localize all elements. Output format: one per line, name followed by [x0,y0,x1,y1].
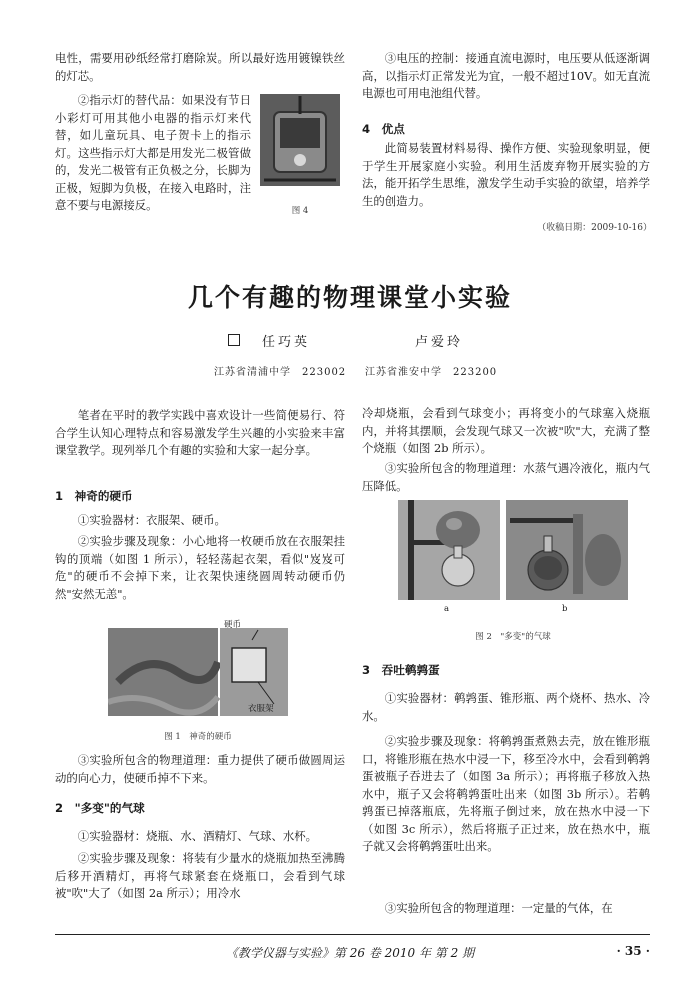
figure-1-caption: 图 1 神奇的硬币 [164,732,232,742]
top-left-paragraph-1: 电性，需要用砂纸经常打磨除炭。所以最好选用镀镍铁丝的灯芯。 [55,51,345,83]
author-1: 任巧英 [262,335,311,350]
section-3-steps: ②实验步骤及现象：将鹌鹑蛋煮熟去壳，放在锥形瓶口，将锥形瓶在热水中浸一下，移至冷水中，会看到鹌鹑蛋被瓶子吞进去了（如图 3a 所示）；再将瓶子移放入热水中，瓶子又会将鹌鹑蛋吐出来（如图 3b 所示）。若鹌鹑蛋已掉落瓶底，先将瓶子倒过来，放在热水中浸一下（如图 3c 所示），然后将瓶子正过来，放在热水中，瓶子就又会将鹌鹑蛋吐出来。 [362,734,650,853]
author-2: 卢爱玲 [415,335,464,350]
figure-4-photo [260,94,340,186]
journal-footer: 《教学仪器与实验》第 26 卷 2010 年 第 2 期 [225,946,475,960]
figure-4-image [260,94,340,186]
section-2-principle: ③实验所包含的物理道理：水蒸气遇冷液化，瓶内气压降低。 [362,461,650,493]
affiliation-2: 江苏省淮安中学 223200 [365,367,498,378]
affiliation-1: 江苏省清浦中学 223002 [214,367,347,378]
section-4-heading: 4 优点 [362,122,405,136]
section-2-materials: ①实验器材：烧瓶、水、酒精灯、气球、水杯。 [77,829,318,843]
section-1-materials: ①实验器材：衣服架、硬币。 [77,513,226,527]
top-left-paragraph-2: ②指示灯的替代品：如果没有节日小彩灯可用其他小电器的指示灯来代替，如儿童玩具、电子贺卡上的指示灯。这些指示灯大都是用发光二极管做的，发光二极管有正负极之分，长脚为正极，短脚为负极，在接入电路时，注意不要与电源接反。 [55,93,251,212]
figure-1 [108,622,288,716]
section-1-principle: ③实验所包含的物理道理：重力提供了硬币做圆周运动的向心力，使硬币掉不下来。 [55,753,345,785]
section-2-steps: ②实验步骤及现象：将装有少量水的烧瓶加热至沸腾后移开酒精灯，再将气球紧套在烧瓶口，会看到气球被"吹"大了（如图 2a 所示）；用冷水 [55,851,345,900]
article-title: 几个有趣的物理课堂小实验 [187,283,512,312]
figure-2 [398,500,628,614]
figure-1-label-hanger: 衣服架 [248,704,274,714]
figure-2-caption: 图 2 "多变"的气球 [475,632,551,642]
page-number: · 35 · [616,944,650,958]
figure-4-caption: 图 4 [291,206,309,216]
top-right-paragraph-1: ③电压的控制：接通直流电源时，电压要从低逐渐调高，以指示灯正常发光为宜，一般不超过10V。如无直流电源也可用电池组代替。 [362,51,650,100]
right-continuation-paragraph: 冷却烧瓶，会看到气球变小；再将变小的气球塞入烧瓶内，并将其摆顺，会发现气球又一次被"吹"大，充满了整个烧瓶（如图 2b 所示）。 [362,406,650,455]
figure-1-label-coin: 硬币 [224,620,242,630]
figure-2-image [398,500,628,602]
footer-rule [55,934,650,935]
figure-2a-label: a [444,604,450,614]
figure-2b-label: b [562,604,568,614]
top-left-block [55,92,345,252]
section-3-heading: 3 吞吐鹌鹑蛋 [362,663,440,677]
section-2-heading: 2 "多变"的气球 [55,801,145,815]
section-3-materials: ①实验器材：鹌鹑蛋、锥形瓶、两个烧杯、热水、冷水。 [362,691,650,723]
received-date: （收稿日期：2009-10-16） [537,223,652,233]
intro-paragraph: 笔者在平时的教学实践中喜欢设计一些简便易行、符合学生认知心理特点和容易激发学生兴趣的小实验来丰富课堂教学。现列举几个有趣的实验和大家一起分享。 [55,408,345,457]
section-3-principle: ③实验所包含的物理道理：一定量的气体，在 [384,901,613,915]
section-1-heading: 1 神奇的硬币 [55,489,133,503]
author-square-icon [228,334,240,346]
top-right-paragraph-2: 此简易装置材料易得、操作方便、实验现象明显，便于学生开展家庭小实验。利用生活废弃物开展实验的方法，能开拓学生思维，激发学生动手实验的欲望，培养学生的创造力。 [362,141,650,208]
section-1-steps: ②实验步骤及现象：小心地将一枚硬币放在衣服架挂钩的顶端（如图 1 所示），轻轻荡起衣架，看似"岌岌可危"的硬币不会掉下来，让衣架快速绕圆周转动硬币仍然"安然无恙"。 [55,534,345,601]
